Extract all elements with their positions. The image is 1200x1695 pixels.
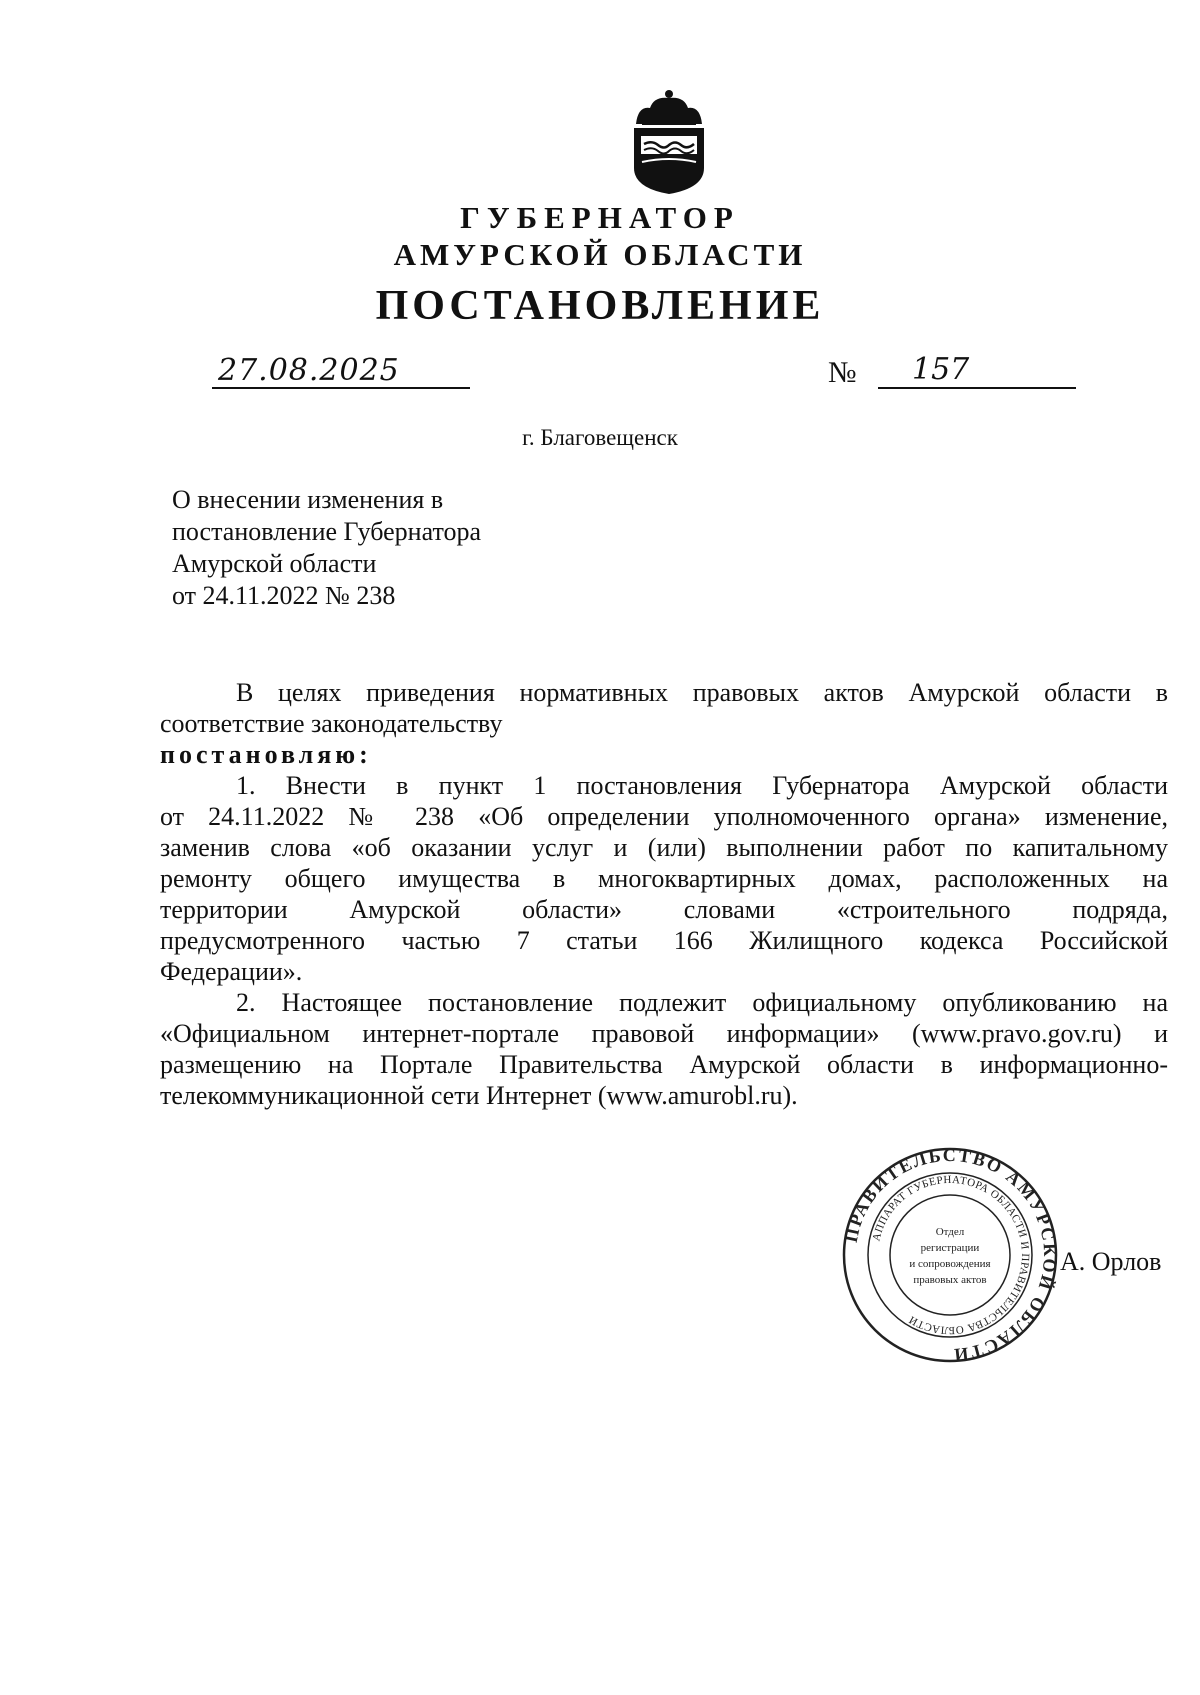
stamp-inner-text: АППАРАТ ГУБЕРНАТОРА ОБЛАСТИ И ПРАВИТЕЛЬСТВА ОБЛАСТИ [870,1173,1032,1337]
stamp-center-line: и сопровождения [909,1258,991,1270]
stamp-center-line: регистрации [920,1242,980,1254]
body-line: В целях приведения нормативных правовых актов Амурской области в [236,678,1168,707]
subject-line: от 24.11.2022 № 238 [172,581,396,610]
city: г. Благовещенск [522,425,678,450]
issuer-region: АМУРСКОЙ ОБЛАСТИ [393,237,807,272]
issuer-title: ГУБЕРНАТОР [460,200,740,235]
number-label: № [828,356,857,389]
body-line: 2. Настоящее постановление подлежит официальному опубликованию на [236,988,1168,1017]
body-line: Федерации». [160,957,303,986]
stamp-center-line: Отдел [935,1226,965,1238]
body-line: территории Амурской области» словами «строительного подряда, [160,895,1168,924]
document-body [160,677,1168,1111]
body-line: «Официальном интернет-портале правовой информации» (www.pravo.gov.ru) и [160,1019,1168,1048]
subject-line: О внесении изменения в [172,485,444,514]
document-number: 157 [912,352,970,387]
coat-of-arms-icon [628,88,710,196]
body-line: заменив слова «об оказании услуг и (или) выполнении работ по капитальному [160,833,1168,862]
subject-line: постановление Губернатора [172,517,482,546]
stamp-center-line: правовых актов [913,1274,987,1286]
document-type: ПОСТАНОВЛЕНИЕ [375,283,825,329]
signature-name: А. Орлов [1060,1247,1162,1276]
body-line: размещению на Портале Правительства Амурской области в информационно- [160,1050,1168,1079]
body-line: ремонту общего имущества в многоквартирных домах, расположенных на [160,864,1168,893]
stamp-outer-text: ПРАВИТЕЛЬСТВО АМУРСКОЙ ОБЛАСТИ [840,1145,1060,1365]
official-stamp [840,1145,1060,1365]
number-underline [878,387,1076,389]
document-date: 27.08.2025 [218,353,400,388]
body-line: от 24.11.2022 № 238 «Об определении уполномоченного органа» изменение, [160,802,1168,831]
body-line: 1. Внести в пункт 1 постановления Губернатора Амурской области [236,771,1168,800]
body-line: предусмотренного частью 7 статьи 166 Жилищного кодекса Российской [160,926,1168,955]
body-line: телекоммуникационной сети Интернет (www.amurobl.ru). [160,1081,798,1110]
document-subject [172,484,481,612]
body-line: соответствие законодательству [160,709,503,738]
decree-word: постановляю: [160,740,372,769]
subject-line: Амурской области [172,549,377,578]
